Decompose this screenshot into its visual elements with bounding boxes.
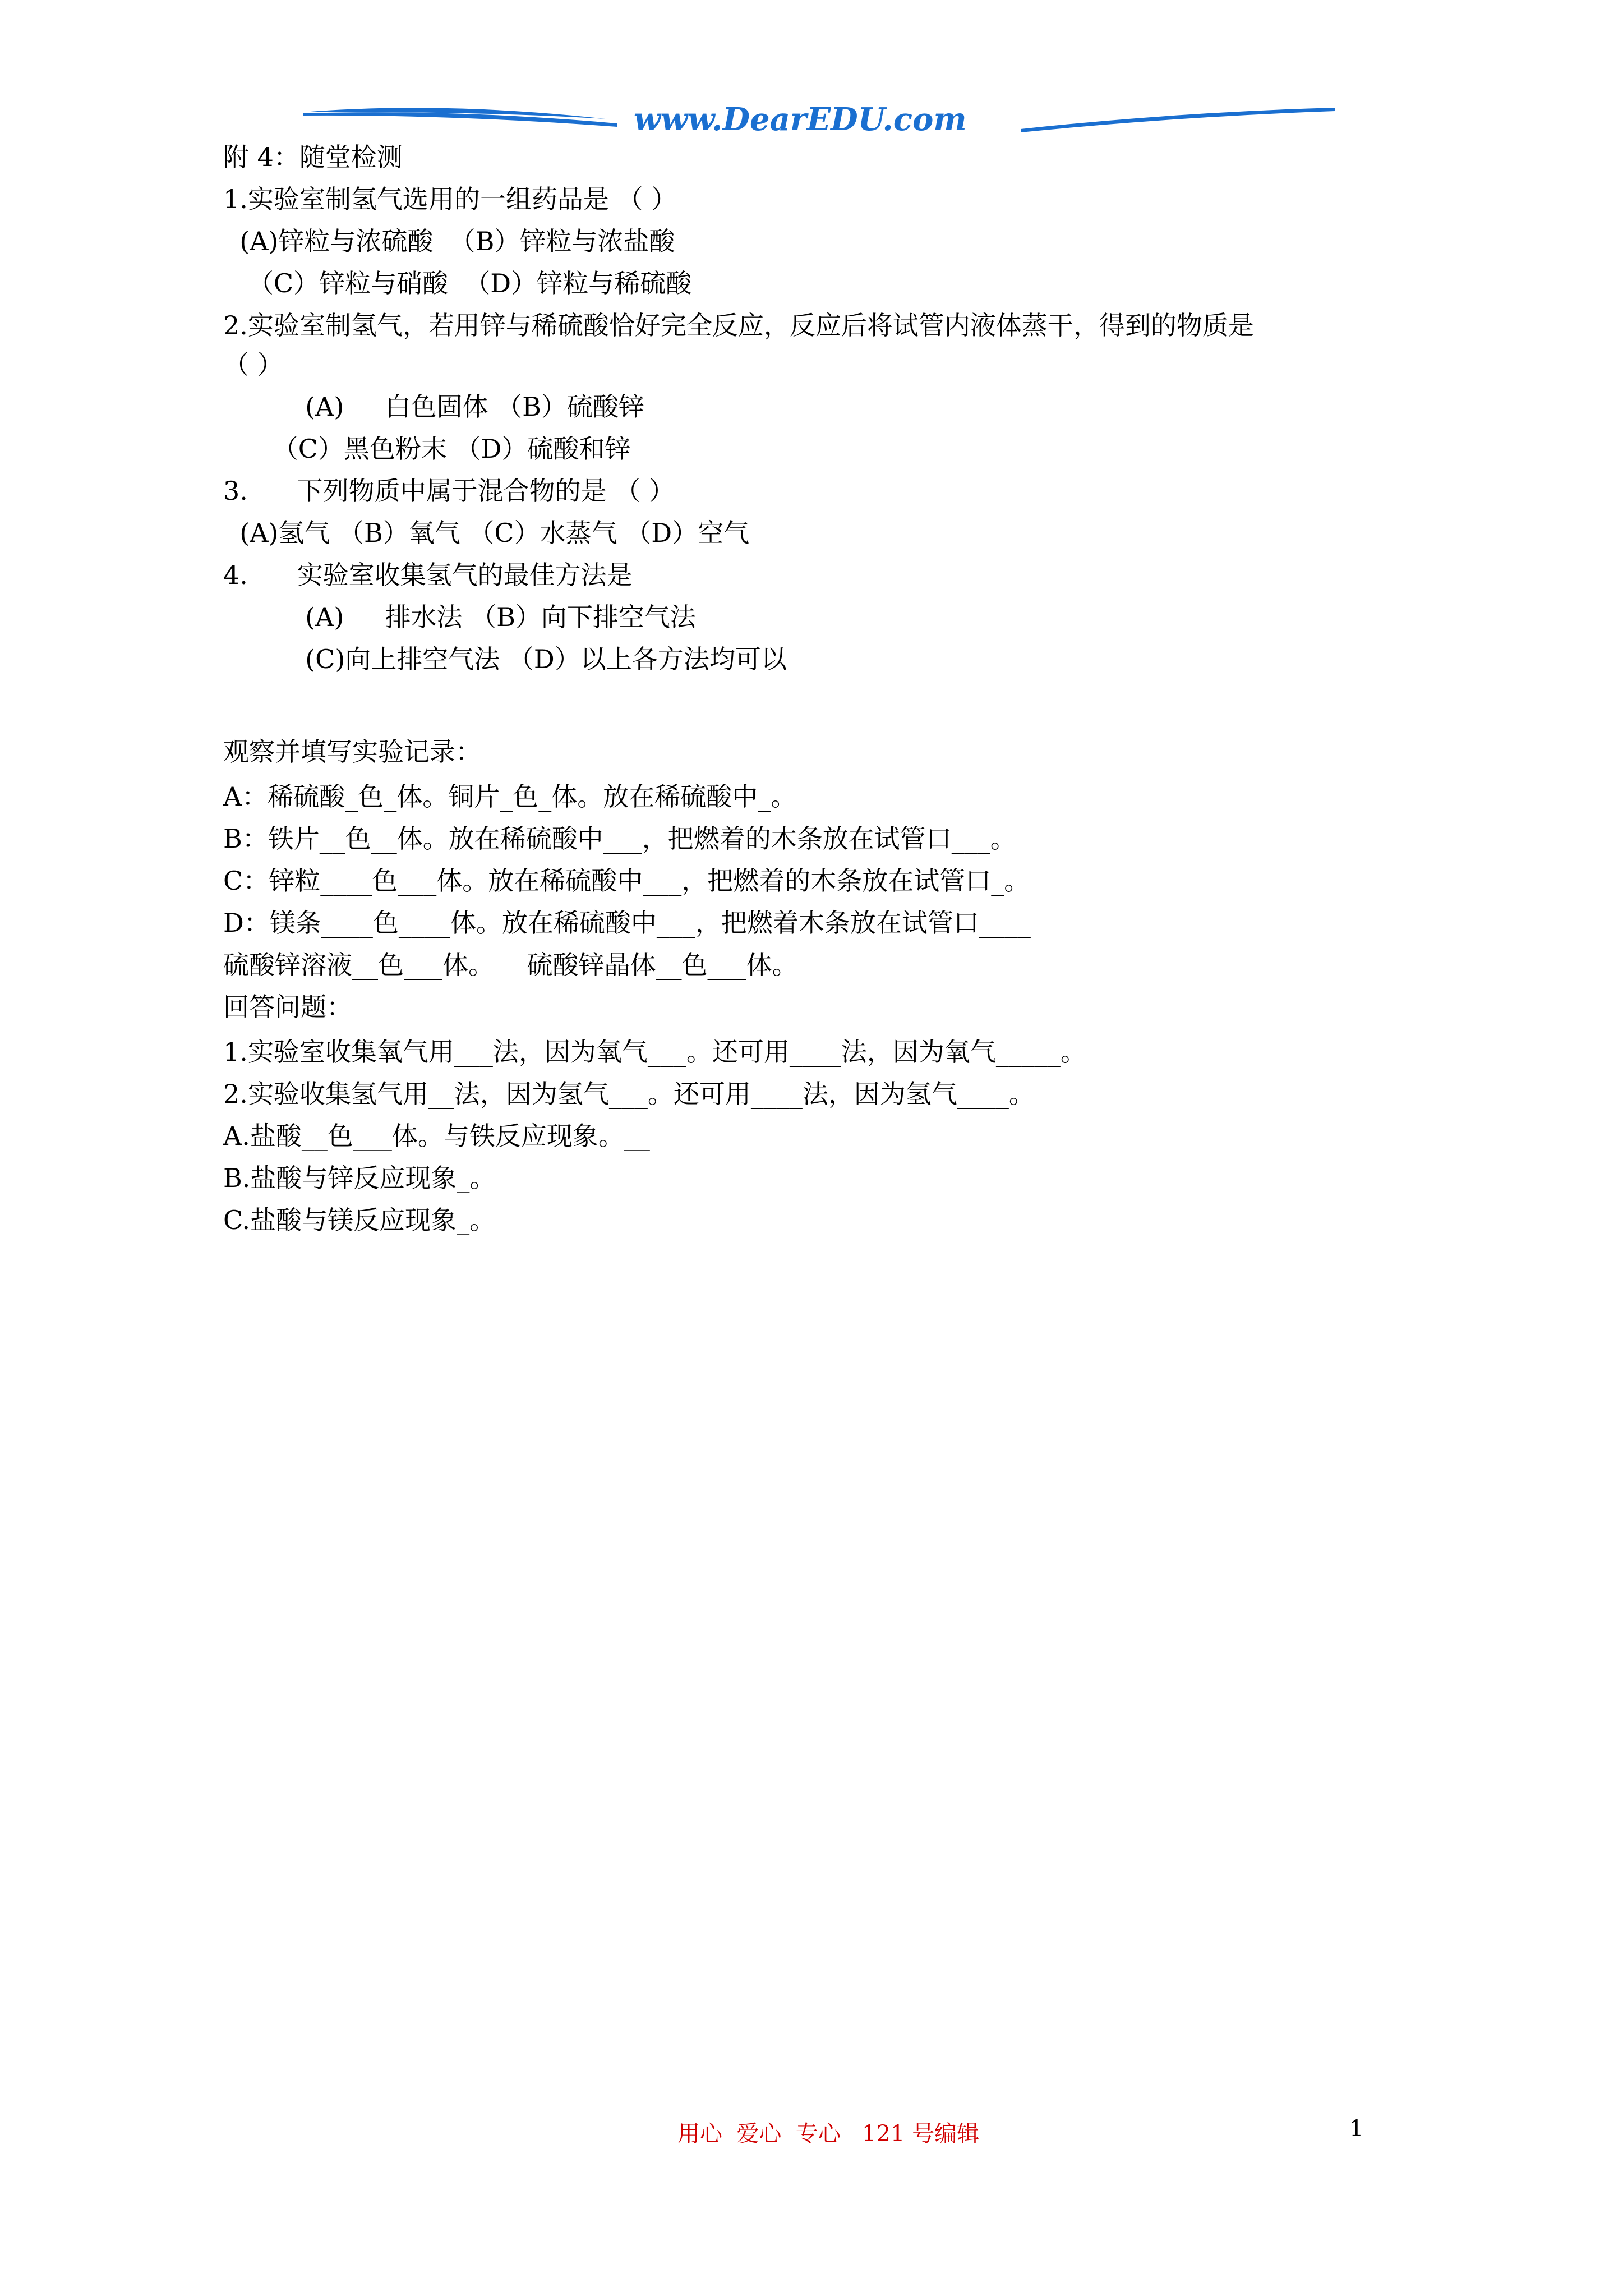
text-line: (A) 排水法 （B）向下排空气法 (223, 602, 696, 632)
banner-text: www.DearEDU.com (634, 101, 967, 138)
text-line: 1.实验室制氢气选用的一组药品是 （ ） (223, 184, 677, 214)
text-line: 观察并填写实验记录： (223, 737, 481, 767)
header-banner (303, 95, 1335, 146)
text-line: A.盐酸__色___体。与铁反应现象。__ (223, 1121, 650, 1151)
footer-text: 用心 爱心 专心 121 号编辑 (677, 2121, 980, 2147)
text-line: C：锌粒____色___体。放在稀硫酸中___，把燃着的木条放在试管口_。 (223, 866, 1030, 896)
text-line: (A)锌粒与浓硫酸 （B）锌粒与浓盐酸 (223, 226, 675, 256)
text-line: 回答问题： (223, 992, 352, 1022)
text-line: 附 4：随堂检测 (223, 142, 403, 172)
text-line: (C)向上排空气法 （D）以上各方法均可以 (223, 644, 787, 674)
text-line: 硫酸锌溶液__色___体。 硫酸锌晶体__色___体。 (223, 950, 798, 980)
page-number: 1 (1349, 2116, 1364, 2142)
text-line: 3. 下列物质中属于混合物的是 （ ） (223, 476, 675, 506)
text-line: B：铁片__色__体。放在稀硫酸中___，把燃着的木条放在试管口___。 (223, 823, 1016, 854)
text-line: 2.实验收集氢气用__法，因为氢气___。还可用____法，因为氢气____。 (223, 1079, 1035, 1109)
text-line: （ ） (223, 349, 283, 380)
text-line: (A) 白色固体 （B）硫酸锌 (223, 392, 644, 422)
text-line: D：镁条____色____体。放在稀硫酸中___，把燃着木条放在试管口____ (223, 908, 1031, 938)
text-line: B.盐酸与锌反应现象_。 (223, 1163, 496, 1193)
text-line: A：稀硫酸_色_体。铜片_色_体。放在稀硫酸中_。 (223, 781, 797, 812)
text-line: 4. 实验室收集氢气的最佳方法是 (223, 560, 633, 590)
text-line: (A)氢气 （B）氧气 （C）水蒸气 （D）空气 (223, 518, 750, 548)
text-line: C.盐酸与镁反应现象_。 (223, 1205, 496, 1235)
text-line: （C）锌粒与硝酸 （D）锌粒与稀硫酸 (223, 268, 692, 298)
text-line: 1.实验室收集氧气用___法，因为氧气___。还可用____法，因为氧气_____。 (223, 1037, 1086, 1067)
text-line: 2.实验室制氢气，若用锌与稀硫酸恰好完全反应，反应后将试管内液体蒸干，得到的物质是 (223, 310, 1254, 341)
banner-swoosh-right (1021, 108, 1335, 132)
text-line: （C）黑色粉末 （D）硫酸和锌 (223, 434, 631, 464)
